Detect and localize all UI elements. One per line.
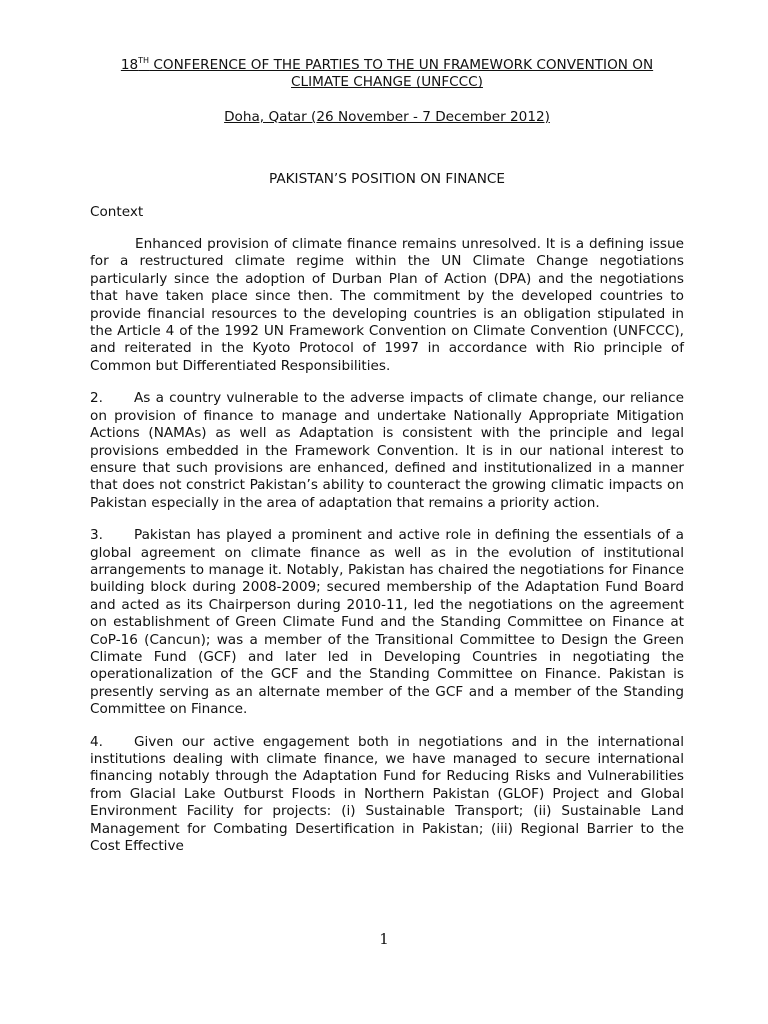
title-ordinal-suffix: TH bbox=[138, 56, 150, 65]
paragraph-number: 2. bbox=[90, 390, 103, 407]
paragraph-1 bbox=[90, 236, 684, 375]
paragraph-text: Pakistan has played a prominent and active role in defining the essentials of a global agreement on climate finance as well as in the evolution of institutional arrangements to manage it. Notably, Pakistan has chaired the negotiations for Finance building block during 2008-2009; secured membership of the Adaptation Fund Board and acted as its Chairperson during 2010-11, led the negotiations on the agreement on establishment of Green Climate Fund and the Standing Committee on Finance at CoP-16 (Cancun); was a member of the Transitional Committee to Design the Green Climate Fund (GCF) and later led in Developing Countries in negotiating the operationalization of the GCF and the Standing Committee on Finance. Pakistan is presently serving as an alternate member of the GCF and a member of the Standing Committee on Finance. bbox=[90, 527, 684, 718]
paragraph-text: Given our active engagement both in negotiations and in the international institutions dealing with climate finance, we have managed to secure international financing notably through the Adaptation Fund for Reducing Risks and Vulnerabilities from Glacial Lake Outburst Floods in Northern Pakistan (GLOF) Project and Global Environment Facility for projects: (i) Sustainable Transport; (ii) Sustainable Land Management for Combating Desertification in Pakistan; (iii) Regional Barrier to the Cost Effective bbox=[90, 733, 684, 855]
title-text: CONFERENCE OF THE PARTIES TO THE UN FRAMEWORK CONVENTION ON CLIMATE CHANGE (UNFCCC) bbox=[149, 57, 654, 91]
document-title bbox=[90, 57, 684, 92]
paragraph-4 bbox=[90, 734, 684, 856]
paragraph-text: As a country vulnerable to the adverse impacts of climate change, our reliance on provision of finance to manage and undertake Nationally Appropriate Mitigation Actions (NAMAs) as well as Adaptation is consistent with the principle and legal provisions embedded in the Framework Convention. It is in our national interest to ensure that such provisions are enhanced, defined and institutionalized in a manner that does not constrict Pakistan’s ability to counteract the growing climatic impacts on Pakistan especially in the area of adaptation that remains a priority action. bbox=[90, 390, 684, 511]
conference-location: Doha, Qatar (26 November - 7 December 2012) bbox=[224, 108, 550, 125]
paragraph-text: Enhanced provision of climate finance remains unresolved. It is a defining issue for a restructured climate regime within the UN Climate Change negotiations particularly since the adoption of Durban Plan of Action (DPA) and the negotiations that have taken place since then. The commitment by the developed countries to provide financial resources to the developing countries is an obligation stipulated in the Article 4 of the 1992 UN Framework Convention on Climate Convention (UNFCCC), and reiterated in the Kyoto Protocol of 1997 in accordance with Rio principle of Common but Differentiated Responsibilities. bbox=[90, 236, 684, 374]
title-ordinal: 18 bbox=[120, 57, 139, 73]
paragraph-number: 3. bbox=[90, 527, 103, 544]
paragraph-number: 4. bbox=[90, 733, 103, 750]
paragraph-2 bbox=[90, 390, 684, 512]
document-page bbox=[90, 57, 684, 855]
paragraph-3 bbox=[90, 527, 684, 718]
document-subtitle: PAKISTAN’S POSITION ON FINANCE bbox=[269, 171, 505, 188]
page-number: 1 bbox=[379, 930, 389, 948]
section-heading: Context bbox=[90, 203, 144, 220]
